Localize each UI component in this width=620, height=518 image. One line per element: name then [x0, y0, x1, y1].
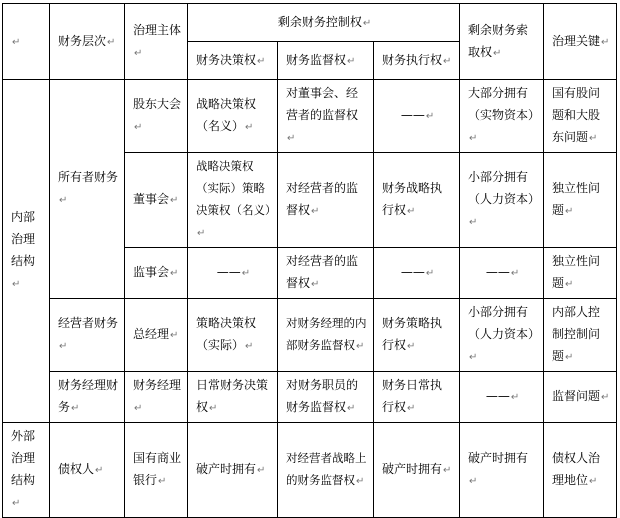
header-decision-cell: 财务决策权 ↵ — [188, 42, 278, 80]
header-row — [3, 4, 617, 42]
key-cell: 国有股问题和大股东问题 ↵ — [544, 80, 617, 153]
supervision-cell: 对财务经理的内部财务监督权 ↵ — [278, 299, 374, 372]
decision-cell: 策略决策权（实际） ↵ — [188, 299, 278, 372]
table-row — [3, 80, 617, 153]
header-level-cell: 财务层次 ↵ — [50, 4, 125, 80]
subject-cell: 财务经理 ↵ — [125, 372, 188, 423]
key-cell: 内部人控制控制问题 ↵ — [544, 299, 617, 372]
subject-cell: 总经理 ↵ — [125, 299, 188, 372]
header-key-cell: 治理关键 ↵ — [544, 4, 617, 80]
key-cell: 债权人治理地位 ↵ — [544, 423, 617, 518]
header-control-group-cell: 剩余财务控制权 ↵ — [188, 4, 460, 42]
subject-cell: 董事会 ↵ — [125, 153, 188, 248]
supervision-cell: 对董事会、经营者的监督权 ↵ — [278, 80, 374, 153]
external-governance-label: 外部治理结构 ↵ — [3, 423, 50, 518]
subject-cell: 股东大会 ↵ — [125, 80, 188, 153]
supervision-cell: 对经营者战略上的财务监督权 ↵ — [278, 423, 374, 518]
execution-cell: 破产时拥有 ↵ — [374, 423, 460, 518]
supervision-cell: 对财务职员的财务监督权 ↵ — [278, 372, 374, 423]
decision-cell: 破产时拥有 ↵ — [188, 423, 278, 518]
claim-cell: —— ↵ — [460, 248, 544, 299]
execution-cell: 财务战略执行权 ↵ — [374, 153, 460, 248]
execution-cell: 财务策略执行权 ↵ — [374, 299, 460, 372]
header-execution-cell: 财务执行权 ↵ — [374, 42, 460, 80]
execution-cell: —— ↵ — [374, 80, 460, 153]
header-subject-cell: 治理主体 ↵ — [125, 4, 188, 80]
manager-finance-label: 经营者财务 ↵ — [50, 299, 125, 372]
supervision-cell: 对经营者的监督权 ↵ — [278, 153, 374, 248]
decision-cell: —— ↵ — [188, 248, 278, 299]
execution-cell: 财务日常执行权 ↵ — [374, 372, 460, 423]
supervision-cell: 对经营者的监督权 ↵ — [278, 248, 374, 299]
claim-cell: 小部分拥有（人力资本） ↵ — [460, 299, 544, 372]
header-blank-cell — [3, 4, 50, 80]
subject-cell: 监事会 ↵ — [125, 248, 188, 299]
internal-governance-label: 内部治理结构 ↵ — [3, 80, 50, 423]
header-supervision-cell: 财务监督权 ↵ — [278, 42, 374, 80]
claim-cell: 破产时拥有 ↵ — [460, 423, 544, 518]
owner-finance-label: 所有者财务 ↵ — [50, 80, 125, 299]
header-claim-cell: 剩余财务索取权 ↵ — [460, 4, 544, 80]
table-row — [3, 299, 617, 372]
decision-cell: 战略决策权（名义） ↵ — [188, 80, 278, 153]
claim-cell: 大部分拥有（实物资本） ↵ — [460, 80, 544, 153]
claim-cell: 小部分拥有（人力资本） ↵ — [460, 153, 544, 248]
table-row — [3, 423, 617, 518]
subject-cell: 国有商业银行 ↵ — [125, 423, 188, 518]
execution-cell: —— ↵ — [374, 248, 460, 299]
creditor-label: 债权人 ↵ — [50, 423, 125, 518]
decision-cell: 日常财务决策权 ↵ — [188, 372, 278, 423]
key-cell: 独立性问题 ↵ — [544, 248, 617, 299]
key-cell: 监督问题 ↵ — [544, 372, 617, 423]
fin-manager-finance-label: 财务经理财务 ↵ — [50, 372, 125, 423]
claim-cell: —— ↵ — [460, 372, 544, 423]
governance-table — [2, 3, 617, 518]
table-row — [3, 372, 617, 423]
key-cell: 独立性问题 ↵ — [544, 153, 617, 248]
decision-cell: 战略决策权（实际）策略决策权（名义） ↵ — [188, 153, 278, 248]
